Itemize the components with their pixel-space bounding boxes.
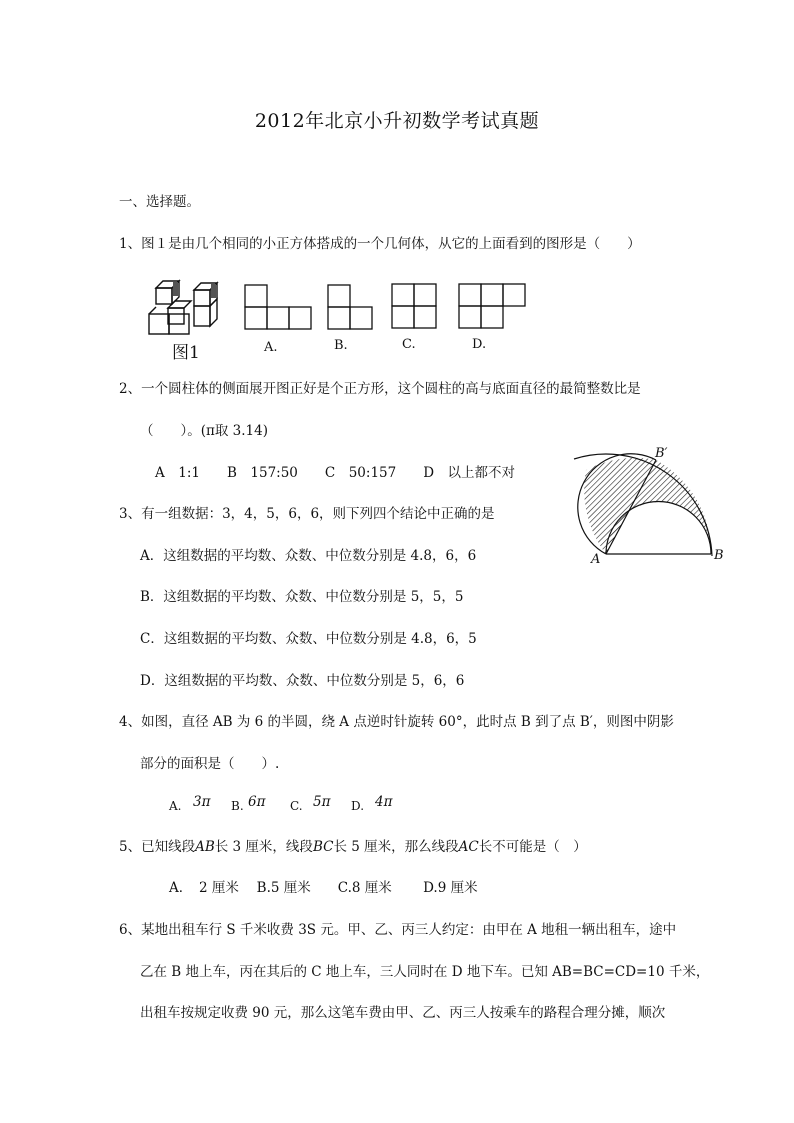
q1-figure-label: 图1 [172, 343, 200, 363]
question-3-option-b: B．这组数据的平均数、众数、中位数分别是 5，5，5 [140, 589, 464, 605]
q4-figure-label-bprime: B′ [655, 446, 668, 461]
q1-cube-figure [146, 278, 226, 338]
question-1-text: 1、图１是由几个相同的小正方体搭成的一个几何体，从它的上面看到的图形是（ ） [119, 236, 641, 252]
q4-option-a-label: A. [169, 799, 182, 813]
q5-part-2: 长 3 厘米，线段 [214, 839, 313, 855]
q4-option-c-value: 5π [313, 794, 331, 810]
q1-option-b-label: B. [334, 338, 348, 353]
q5-part-4: 长不可能是（ ） [478, 839, 587, 855]
q4-option-c-label: C. [290, 799, 303, 813]
q4-option-a-value: 3π [193, 794, 211, 810]
question-2-line2: （ ）。(π取 3.14) [140, 423, 269, 439]
q4-figure-label-b: B [714, 548, 724, 563]
question-3-text: 3、有一组数据：3，4，5，6，6，则下列四个结论中正确的是 [119, 506, 495, 522]
q4-figure-label-a: A [591, 552, 601, 567]
q4-option-d-label: D. [351, 799, 365, 813]
question-5-options: A． 2 厘米 B.5 厘米 C.8 厘米 D.9 厘米 [169, 880, 478, 896]
q5-segment-ac: AC [458, 839, 479, 855]
q1-option-d-figure [458, 283, 530, 329]
q4-option-d-value: 4π [375, 794, 393, 810]
q1-option-a-label: A. [264, 340, 278, 355]
question-4-line2: 部分的面积是（ ）. [140, 756, 280, 772]
q4-option-b-label: B. [231, 799, 244, 813]
question-4-line1: 4、如图，直径 AB 为 6 的半圆，绕 A 点逆时针旋转 60°，此时点 B 到了点 B′，则图中阴影 [119, 714, 674, 730]
q5-part-3: 长 5 厘米，那么线段 [333, 839, 459, 855]
question-3-option-a: A．这组数据的平均数、众数、中位数分别是 4.8，6，6 [140, 548, 477, 564]
question-2-options: A 1:1 B 157:50 C 50:157 D 以上都不对 [155, 465, 516, 481]
q1-option-b-figure [327, 284, 377, 330]
q5-segment-bc: BC [312, 839, 334, 855]
q5-part-1: 5、已知线段 [119, 839, 196, 855]
question-6-line1: 6、某地出租车行 S 千米收费 3S 元。甲、乙、丙三人约定：由甲在 A 地租一辆出租车，途中 [119, 922, 677, 938]
q1-option-c-figure [391, 283, 441, 329]
q1-option-a-figure [244, 284, 316, 330]
question-2-line1: 2、一个圆柱体的侧面展开图正好是个正方形，这个圆柱的高与底面直径的最简整数比是 [119, 381, 641, 397]
q1-option-c-label: C. [402, 337, 416, 352]
question-5-text [119, 838, 587, 856]
q4-option-b-value: 6π [248, 794, 266, 810]
question-3-option-d: D．这组数据的平均数、众数、中位数分别是 5，6，6 [140, 673, 465, 689]
q5-segment-ab: AB [195, 839, 215, 855]
q1-option-d-label: D. [472, 337, 487, 352]
question-3-option-c: C．这组数据的平均数、众数、中位数分别是 4.8，6，5 [140, 631, 477, 647]
section-heading: 一、选择题。 [119, 194, 200, 210]
page-title: 2012年北京小升初数学考试真题 [254, 110, 540, 132]
question-6-line2: 乙在 B 地上车，丙在其后的 C 地上车，三人同时在 D 地下车。已知 AB=BC=CD=10 千米， [140, 964, 710, 980]
question-6-line3: 出租车按规定收费 90 元，那么这笔车费由甲、乙、丙三人按乘车的路程合理分摊，顺次 [140, 1005, 666, 1021]
